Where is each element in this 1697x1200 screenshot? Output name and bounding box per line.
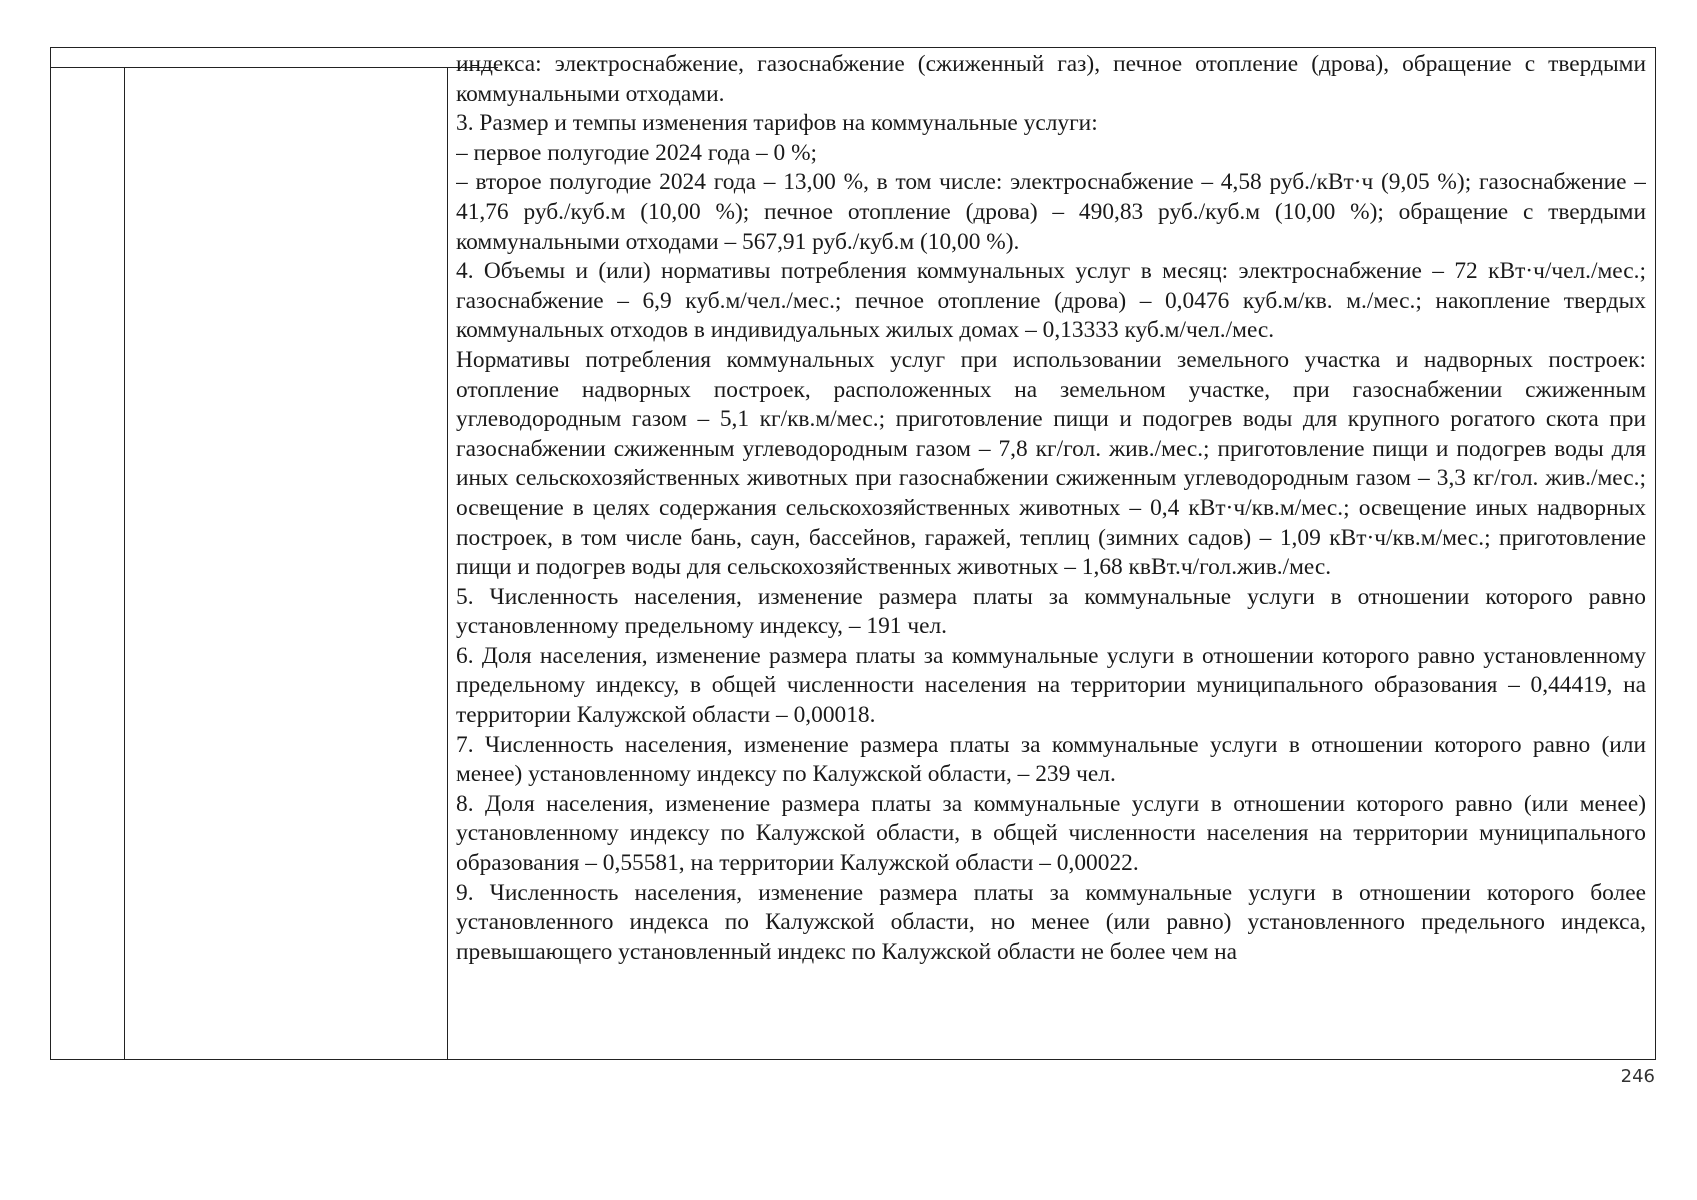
table-top-border-left (50, 67, 498, 68)
paragraph-5-population-count: 5. Численность населения, изменение размера платы за коммунальные услуги в отношении которого равно установленному предельному индексу, – 191 чел. (456, 583, 1646, 640)
column-divider-2 (447, 68, 448, 1060)
paragraph-6-population-share: 6. Доля населения, изменение размера платы за коммунальные услуги в отношении которого равно установленному предельному индексу, в общей численности населения на территории муниципального образования – 0,44419, на территории Калужской области – 0,00018. (456, 642, 1646, 729)
document-table (50, 47, 1656, 1060)
paragraph-index-continuation: индекса: электроснабжение, газоснабжение (сжиженный газ), печное отопление (дрова), обращение с твердыми коммунальными отходами. (456, 51, 1646, 107)
paragraph-3-heading: 3. Размер и темпы изменения тарифов на коммунальные услуги: (456, 110, 1098, 137)
page-number: 246 (1620, 1066, 1655, 1087)
paragraph-first-half-2024: – первое полугодие 2024 года – 0 %; (456, 139, 818, 166)
column-divider-1 (124, 68, 125, 1060)
paragraph-7-population-count: 7. Численность населения, изменение размера платы за коммунальные услуги в отношении которого равно (или менее) установленному индексу по Калужской области, – 239 чел. (456, 731, 1646, 788)
paragraph-8-population-share: 8. Доля населения, изменение размера платы за коммунальные услуги в отношении которого равно (или менее) установленному индексу по Калужской области, в общей численности населения на территории муниципального образования – 0,55581, на территории Калужской области – 0,00022. (456, 790, 1646, 877)
paragraph-9-population-count: 9. Численность населения, изменение размера платы за коммунальные услуги в отношении которого более установленного индекса по Калужской области, но менее (или равно) установленного предельного индекса, превышающего установленный индекс по Калужской области не более чем на (456, 879, 1646, 965)
paragraph-land-plot-norms: Нормативы потребления коммунальных услуг при использовании земельного участка и надворных построек: отопление надворных построек, расположенных на земельном участке, при газоснабжении сжиженным углеводородным газом – 5,1 кг/кв.м/мес.; приготовление пищи и подогрев воды для крупного рогатого скота при газоснабжении сжиженным углеводородным газом – 7,8 кг/гол. жив./мес.; приготовление пищи и подогрев воды для иных сельскохозяйственных животных при газоснабжении сжиженным углеводородным газом – 3,3 кг/гол. жив./мес.; освещение в целях содержания сельскохозяйственных животных – 0,4 кВт·ч/кв.м/мес.; освещение иных надворных построек, в том числе бань, саун, бассейнов, гаражей, теплиц (зимних садов) – 1,09 кВт·ч/кв.м/мес.; приготовление пищи и подогрев воды для сельскохозяйственных животных – 1,68 квВт.ч/гол.жив./мес. (456, 346, 1646, 581)
table-cell-content (456, 50, 1646, 1055)
paragraph-second-half-2024: – второе полугодие 2024 года – 13,00 %, в том числе: электроснабжение – 4,58 руб./кВт·ч (9,05 %); газоснабжение – 41,76 руб./куб.м (10,00 %); печное отопление (дрова) – 490,83 руб./куб.м (10,00 %); обращение с твердыми коммунальными отходами – 567,91 руб./куб.м (10,00 %). (456, 169, 1646, 255)
paragraph-4-consumption-volumes: 4. Объемы и (или) нормативы потребления коммунальных услуг в месяц: электроснабжение – 72 кВт·ч/чел./мес.; газоснабжение – 6,9 куб.м/чел./мес.; печное отопление (дрова) – 0,0476 куб.м/кв. м./мес.; накопление твердых коммунальных отходов в индивидуальных жилых домах – 0,13333 куб.м/чел./мес. (456, 258, 1646, 344)
